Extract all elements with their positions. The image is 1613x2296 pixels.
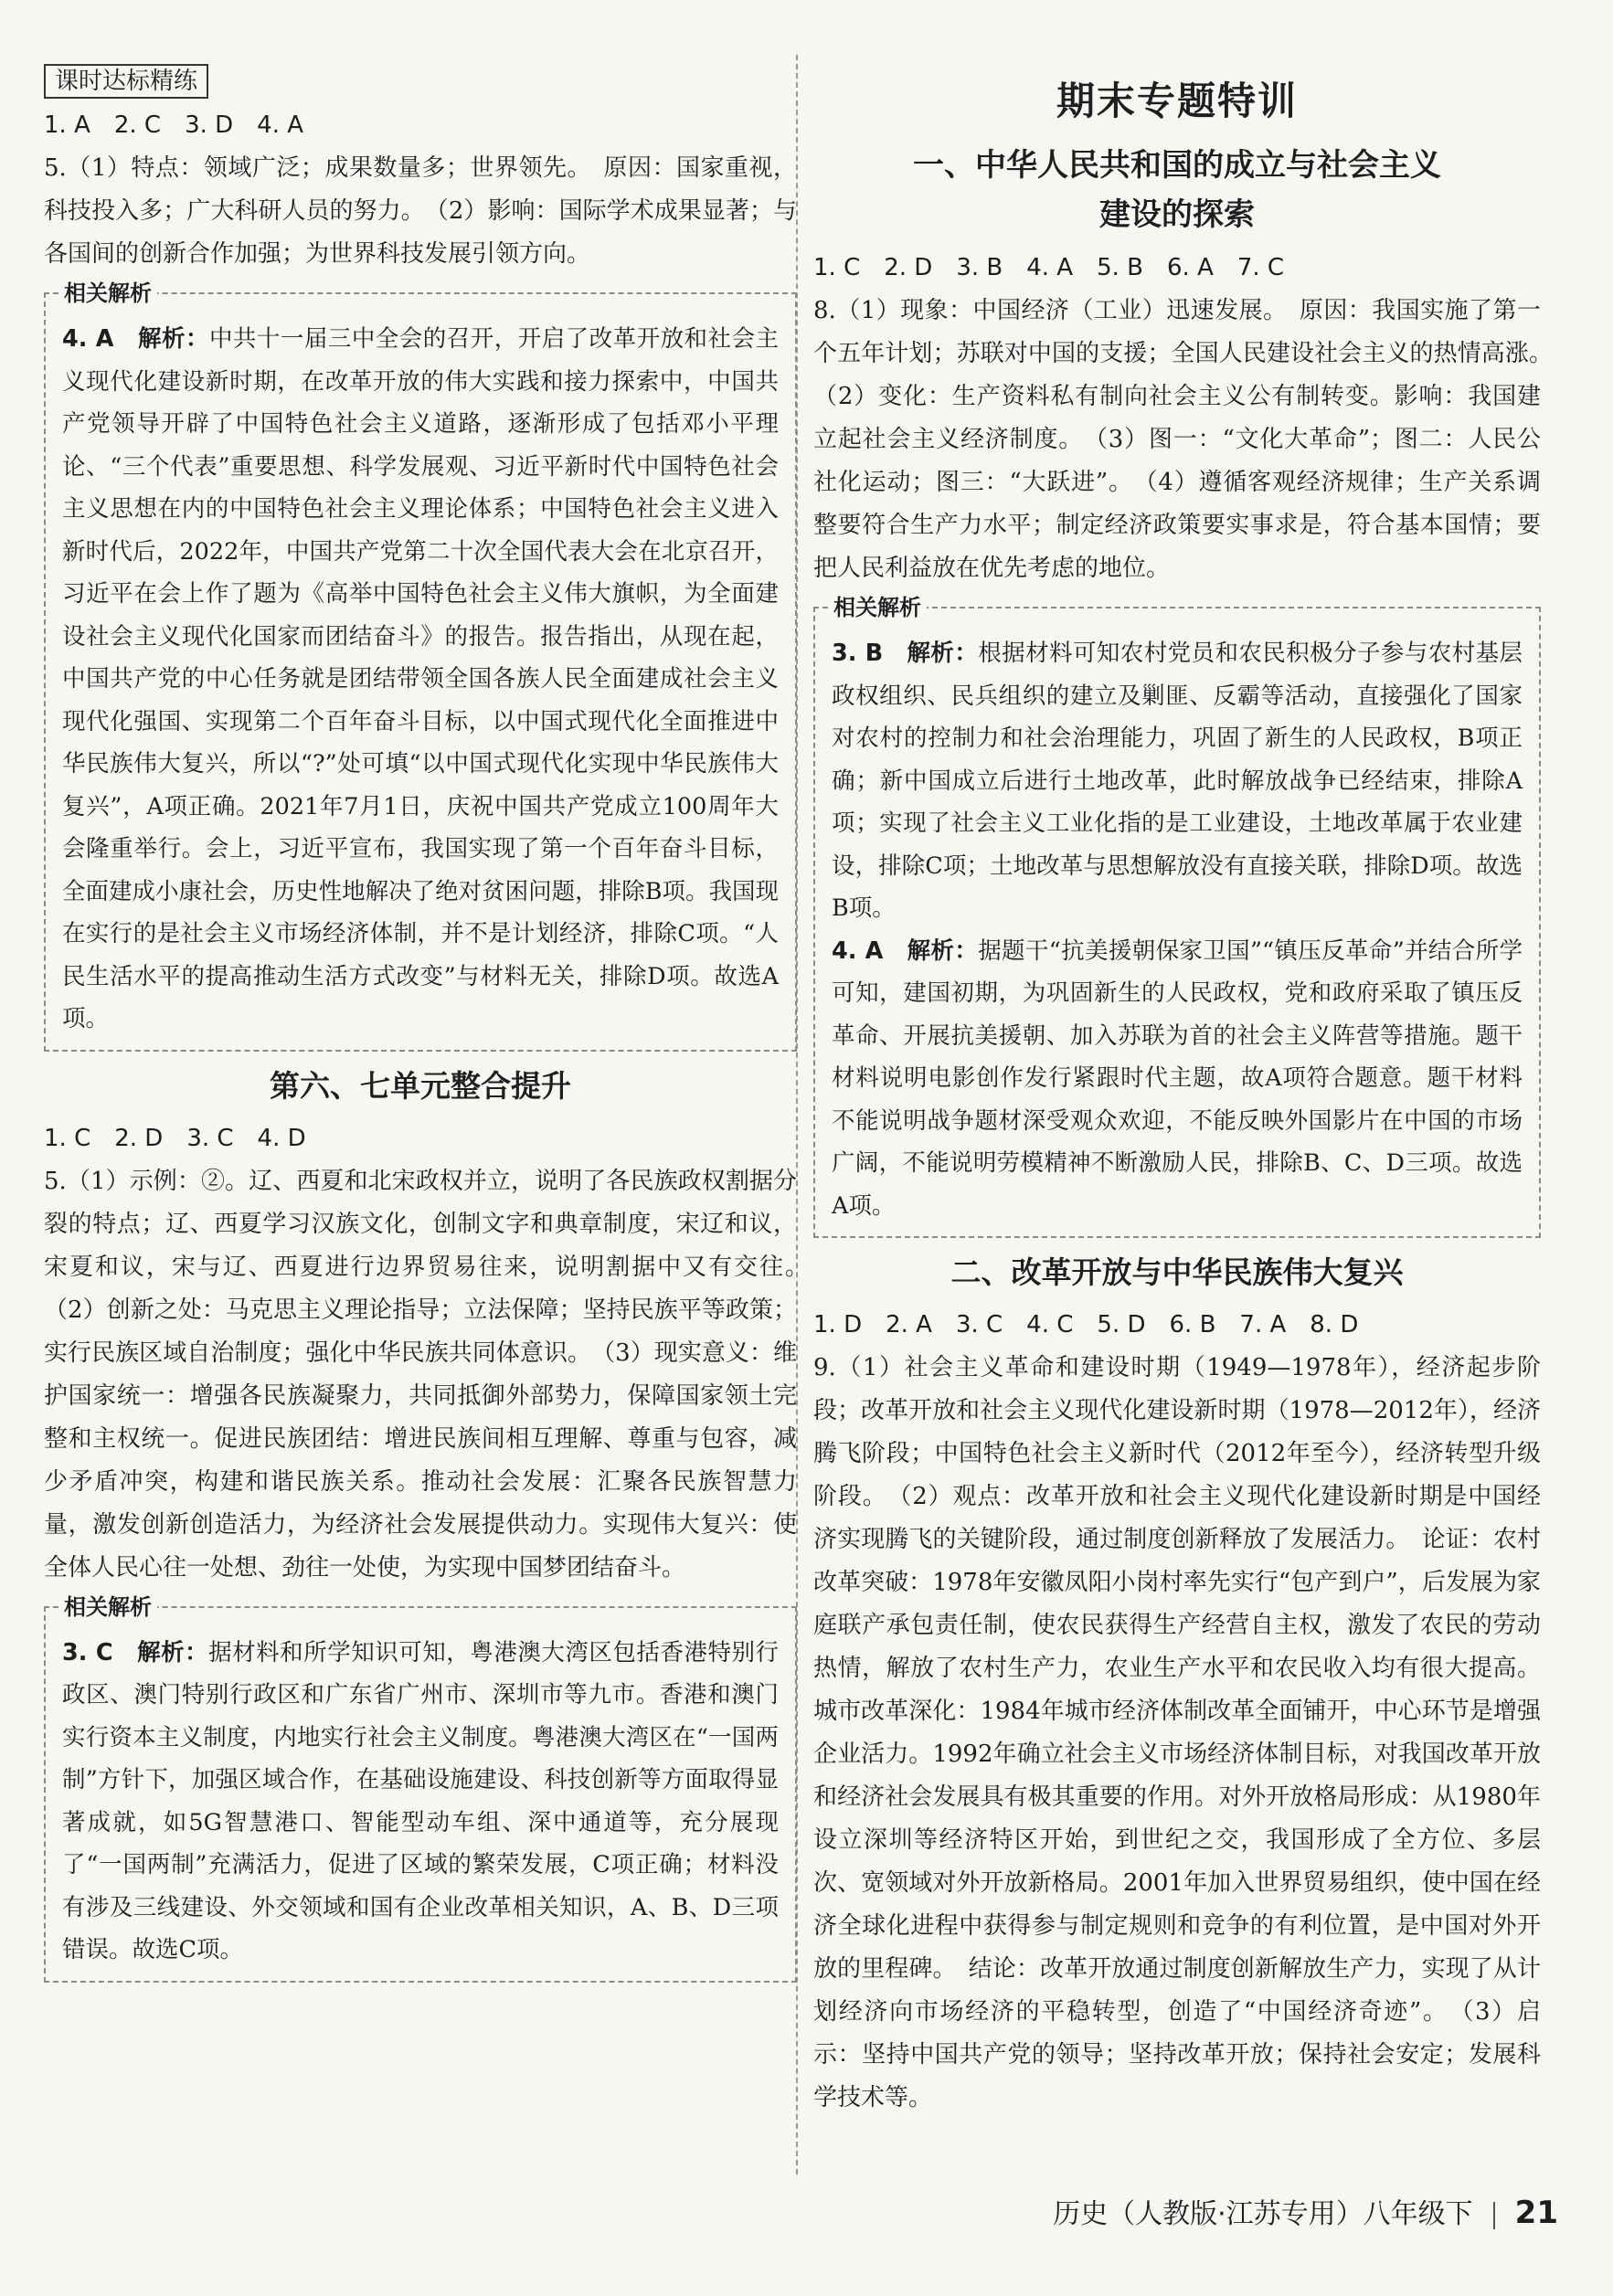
footer-subject: 历史（人教版·江苏专用）八年级下 [1053,2198,1473,2230]
answer-line: 1. C 2. D 3. C 4. D [44,1124,306,1152]
right-column [813,57,1565,2120]
analysis-text: 据材料和所学知识可知，粤港澳大湾区包括香港特别行政区、澳门特别行政区和广东省广州市、深圳市等九市。香港和澳门实行资本主义制度，内地实行社会主义制度。粤港澳大湾区在“一国两制”方针下，加强区域合作，在基础设施建设、科技创新等方面取得显著成就，如5G智慧港口、智能型动车组、深中通道等，充分展现了“一国两制”充满活力，促进了区域的繁荣发展，C项正确；材料没有涉及三线建设、外交领域和国有企业改革相关知识，A、B、D三项错误。故选C项。 [62,1638,779,1963]
analysis-box-title: 相关解析 [58,1593,157,1621]
analysis-paragraph [832,930,1523,1228]
analysis-paragraph [62,318,779,1041]
analysis-head: 3. B 解析： [832,640,979,667]
question-5-answer: 5.（1）特点：领域广泛；成果数量多；世界领先。 原因：国家重视，科技投入多；广大科研人员的努力。 （2）影响：国际学术成果显著；与各国间的创新合作加强；为世界科技发展引领方向。 [44,154,797,268]
analysis-box [813,595,1541,1238]
footer-separator [1493,2202,1495,2229]
analysis-text: 据题干“抗美援朝保家卫国”“镇压反革命”并结合所学可知，建国初期，为巩固新生的人民政权，党和政府采取了镇压反革命、开展抗美援朝、加入苏联为首的社会主义阵营等措施。题干材料说明电影创作发行紧跟时代主题，故A项符合题意。题干材料不能说明战争题材深受观众欢迎，不能反映外国影片在中国的市场广阔，不能说明劳模精神不断激励人民，排除B、C、D三项。故选A项。 [832,936,1523,1220]
page-footer [1053,2191,1558,2231]
analysis-text: 中共十一届三中全会的召开，开启了改革开放和社会主义现代化建设新时期，在改革开放的伟大实践和接力探索中，中国共产党领导开辟了中国特色社会主义道路，逐渐形成了包括邓小平理论、“三个代表”重要思想、科学发展观、习近平新时代中国特色社会主义思想在内的中国特色社会主义理论体系；中国特色社会主义进入新时代后，2022年，中国共产党第二十次全国代表大会在北京召开，习近平在会上作了题为《高举中国特色社会主义伟大旗帜，为全面建设社会主义现代化国家而团结奋斗》的报告。报告指出，从现在起，中国共产党的中心任务就是团结带领全国各族人民全面建成社会主义现代化强国、实现第二个百年奋斗目标，以中国式现代化全面推进中华民族伟大复兴，所以“?”处可填“以中国式现代化实现中华民族伟大复兴”，A项正确。2021年7月1日，庆祝中国共产党成立100周年大会隆重举行。会上，习近平宣布，我国实现了第一个百年奋斗目标，全面建成小康社会，历史性地解决了绝对贫困问题，排除B项。我国现在实行的是社会主义市场经济体制，并不是计划经济，排除C项。“人民生活水平的提高推动生活方式改变”与材料无关，排除D项。故选A项。 [62,325,779,1032]
analysis-head: 4. A 解析： [62,325,209,353]
left-column [44,64,822,1992]
section-title-line1: 一、中华人民共和国的成立与社会主义 [913,147,1441,184]
answer-line: 1. A 2. C 3. D 4. A [44,111,304,139]
section-title-line2: 建设的探索 [1099,196,1255,233]
analysis-box-title: 相关解析 [828,594,927,621]
analysis-box-title: 相关解析 [58,280,157,307]
section-title: 二、改革开放与中华民族伟大复兴 [950,1254,1404,1290]
analysis-box [44,280,797,1052]
page-title: 期末专题特训 [1056,79,1298,123]
analysis-box [44,1593,797,1983]
question-5-answer: 5.（1）示例：②。辽、西夏和北宋政权并立，说明了各民族政权割据分裂的特点；辽、西夏学习汉族文化，创制文字和典章制度，宋辽和议，宋夏和议，宋与辽、西夏进行边界贸易往来，说明割据中又有交往。 （2）创新之处：马克思主义理论指导；立法保障；坚持民族平等政策；实行民族区域自治制度；强化中华民族共同体意识。 （3）现实意义：维护国家统一：增强各民族凝聚力，共同抵御外部势力，保障国家领土完整和主权统一。促进民族团结：增进民族间相互理解、尊重与包容，减少矛盾冲突，构建和谐民族关系。推动社会发展：汇聚各民族智慧力量，激发创新创造活力，为经济社会发展提供动力。实现伟大复兴：使全体人民心往一处想、劲往一处使，为实现中国梦团结奋斗。 [44,1167,822,1582]
page-number: 21 [1514,2195,1558,2231]
section-title: 第六、七单元整合提升 [270,1067,571,1104]
answer-line: 1. D 2. A 3. C 4. C 5. D 6. B 7. A 8. D [813,1311,1359,1338]
answer-line: 1. C 2. D 3. B 4. A 5. B 6. A 7. C [813,254,1285,281]
analysis-head: 4. A 解析： [832,936,979,965]
analysis-paragraph [62,1632,779,1972]
section-tag: 课时达标精练 [44,64,207,99]
analysis-paragraph [832,632,1523,930]
question-8-answer: 8.（1）现象：中国经济（工业）迅速发展。 原因：我国实施了第一个五年计划；苏联对中国的支援；全国人民建设社会主义的热情高涨。 （2）变化：生产资料私有制向社会主义公有制转变。影响：我国建立起社会主义经济制度。 （3）图一：“文化大革命”；图二：人民公社化运动；图三：“大跃进”。 （4）遵循客观经济规律；生产关系调整要符合生产力水平；制定经济政策要实事求是，符合基本国情；要把人民利益放在优先考虑的地位。 [813,297,1565,582]
section-title [813,141,1541,239]
analysis-head: 3. C 解析： [62,1638,209,1666]
analysis-text: 根据材料可知农村党员和农民积极分子参与农村基层政权组织、民兵组织的建立及剿匪、反霸等活动，直接强化了国家对农村的控制力和社会治理能力，巩固了新生的人民政权，B项正确；新中国成立后进行土地改革，此时解放战争已经结束，排除A项；实现了社会主义工业化指的是工业建设，土地改革属于农业建设，排除C项；土地改革与思想解放没有直接关联，排除D项。故选B项。 [832,640,1523,922]
question-9-answer: 9.（1）社会主义革命和建设时期（1949—1978年），经济起步阶段；改革开放和社会主义现代化建设新时期（1978—2012年），经济腾飞阶段；中国特色社会主义新时代（2012年至今），经济转型升级阶段。 （2）观点：改革开放和社会主义现代化建设新时期是中国经济实现腾飞的关键阶段，通过制度创新释放了发展活力。 论证：农村改革突破：1978年安徽凤阳小岗村率先实行“包产到户”，后发展为家庭联产承包责任制，使农民获得生产经营自主权，激发了农民的劳动热情，解放了农村生产力，农业生产水平和农民收入均有很大提高。城市改革深化：1984年城市经济体制改革全面铺开，中心环节是增强企业活力。1992年确立社会主义市场经济体制目标，对我国改革开放和经济社会发展具有极其重要的作用。对外开放格局形成：从1980年设立深圳等经济特区开始，到世纪之交，我国形成了全方位、多层次、宽领域对外开放新格局。2001年加入世界贸易组织，使中国在经济全球化进程中获得参与制定规则和竞争的有利位置，是中国对外开放的里程碑。 结论：改革开放通过制度创新解放生产力，实现了从计划经济向市场经济的平稳转型，创造了“中国经济奇迹”。 （3）启示：坚持中国共产党的领导；坚持改革开放；保持社会安定；发展科学技术等。 [813,1354,1541,2111]
